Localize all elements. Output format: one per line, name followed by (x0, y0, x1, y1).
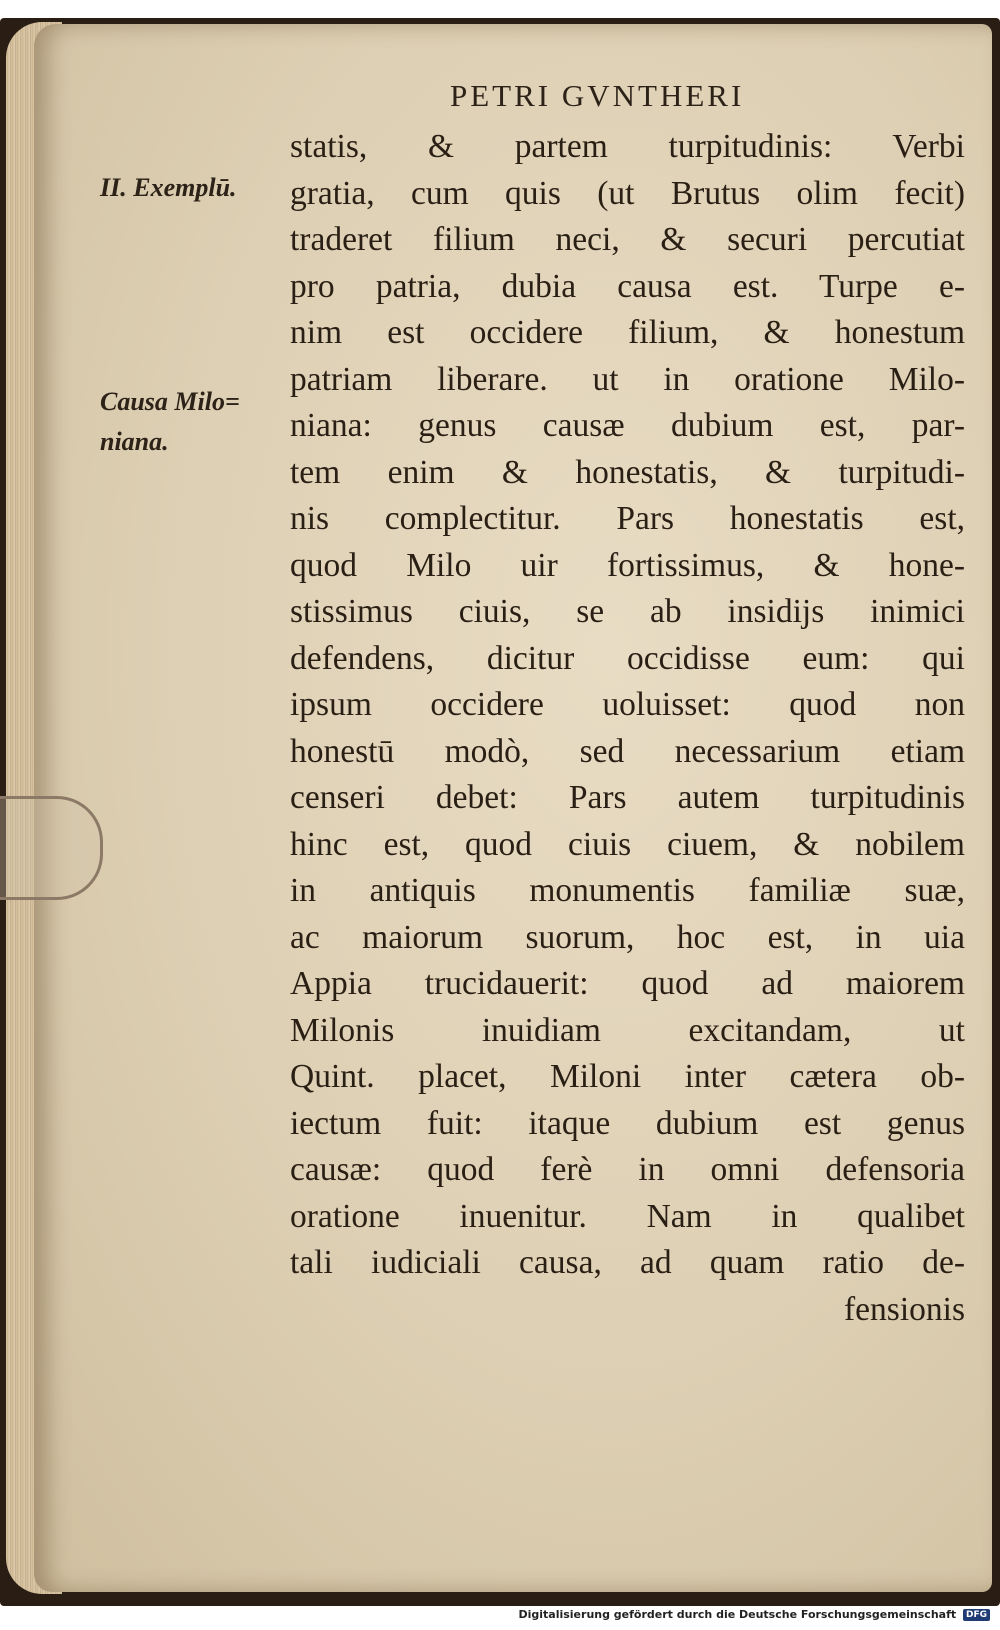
text-line: Appia trucidauerit: quod ad maiorem (290, 965, 965, 1002)
footer-credit (518, 1608, 990, 1621)
text-line: honestū modò, sed necessarium etiam (290, 732, 965, 770)
text-line: stissimus ciuis, se ab insidijs inimici (290, 593, 965, 630)
text-line: patriam liberare. ut in oratione Milo- (290, 360, 965, 398)
text-line: in antiquis monumentis familiæ suæ, (290, 872, 965, 909)
text-line: traderet filium neci, & securi percutiat (290, 221, 965, 258)
text-line: defendens, dicitur occidisse eum: qui (290, 639, 965, 677)
text-line: Quint. placet, Miloni inter cætera ob- (290, 1058, 965, 1095)
text-line: tem enim & honestatis, & turpitudi- (290, 453, 965, 491)
text-line: statis, & partem turpitudinis: Verbi (290, 128, 965, 165)
margin-note-exemplum: II. Exemplū. (100, 173, 237, 202)
text-line: pro patria, dubia causa est. Turpe e- (290, 267, 965, 305)
text-line: censeri debet: Pars autem turpitudinis (290, 779, 965, 816)
text-line: hinc est, quod ciuis ciuem, & nobilem (290, 825, 965, 863)
text-line: nim est occidere filium, & honestum (290, 314, 965, 351)
text-line: quod Milo uir fortissimus, & hone- (290, 546, 965, 584)
text-line: niana: genus causæ dubium est, par- (290, 407, 965, 444)
text-line: oratione inuenitur. Nam in qualibet (290, 1197, 965, 1235)
running-head: PETRI GVNTHERI (450, 78, 745, 113)
text-line: ipsum occidere uoluisset: quod non (290, 686, 965, 723)
footer-text: Digitalisierung gefördert durch die Deutsche Forschungsgemeinschaft (518, 1608, 957, 1621)
body-text (290, 124, 965, 1333)
text-line: causæ: quod ferè in omni defensoria (290, 1151, 965, 1188)
text-line: gratia, cum quis (ut Brutus olim fecit) (290, 174, 965, 212)
text-line: ac maiorum suorum, hoc est, in uia (290, 918, 965, 956)
catchword-line: fensionis (844, 1290, 965, 1328)
text-line: nis complectitur. Pars honestatis est, (290, 500, 965, 537)
text-line: iectum fuit: itaque dubium est genus (290, 1104, 965, 1142)
text-line: tali iudiciali causa, ad quam ratio de- (290, 1244, 965, 1281)
text-line: Milonis inuidiam excitandam, ut (290, 1011, 965, 1049)
dfg-logo: DFG (963, 1609, 990, 1621)
margin-note-causa-miloniana: Causa Milo= niana. (100, 387, 240, 456)
page-clip (0, 796, 103, 900)
